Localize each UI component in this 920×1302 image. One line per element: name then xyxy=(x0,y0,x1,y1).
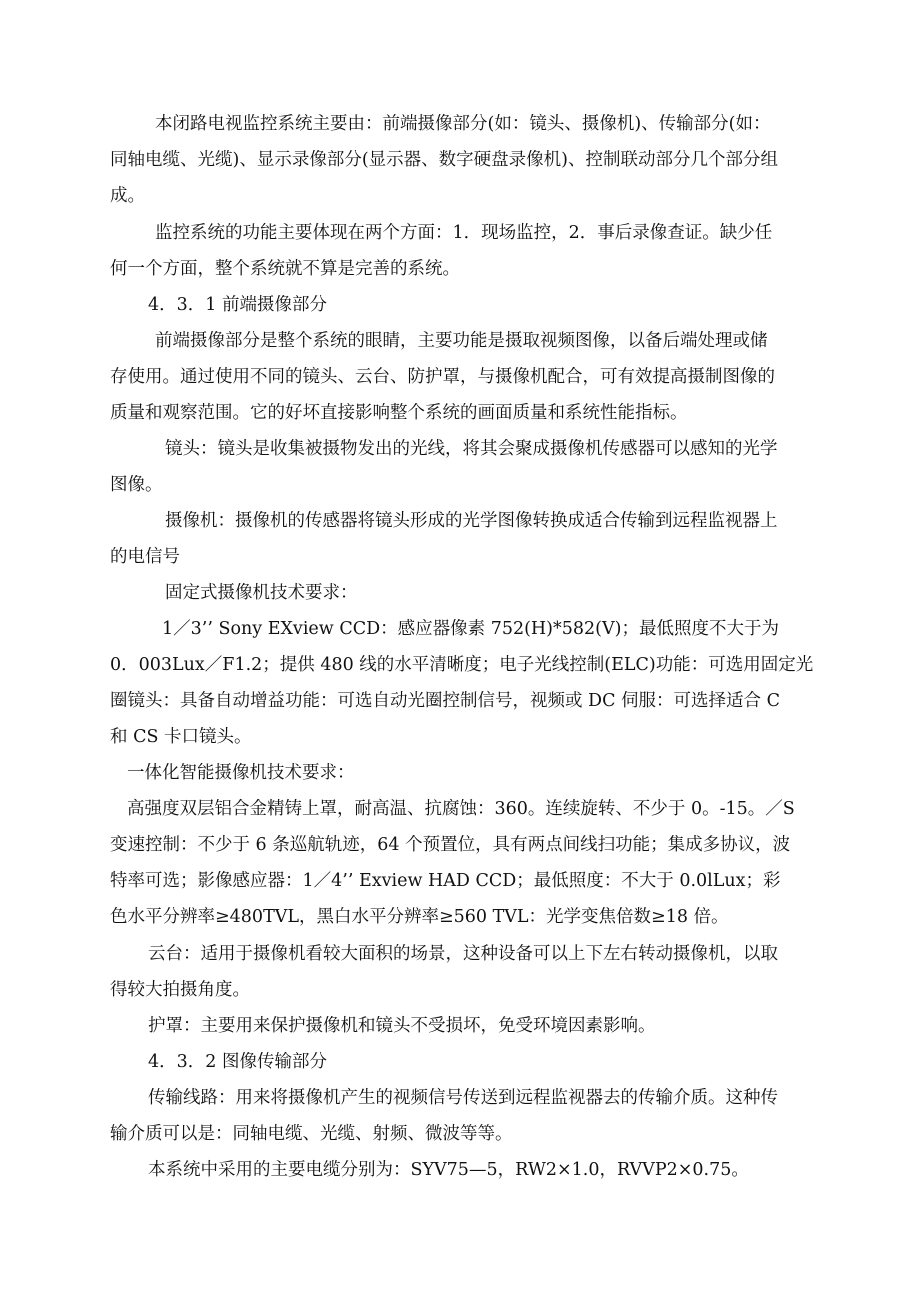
text-line: 本系统中采用的主要电缆分别为：SYV75—5，RW2×1.0，RVVP2×0.75。 xyxy=(148,1160,749,1180)
section-heading: 4．3．2 图像传输部分 xyxy=(148,1052,327,1072)
text-line: 特率可选；影像感应器：1／4’’ Exview HAD CCD；最低照度：不大于 0.0lLux；彩 xyxy=(110,871,781,891)
text-line: 护罩：主要用来保护摄像机和镜头不受损坏，免受环境因素影响。 xyxy=(148,1016,656,1036)
text-line: 摄像机：摄像机的传感器将镜头形成的光学图像转换成适合传输到远程监视器上 xyxy=(165,511,778,531)
text-line: 和 CS 卡口镜头。 xyxy=(110,727,252,747)
text-line: 同轴电缆、光缆)、显示录像部分(显示器、数字硬盘录像机)、控制联动部分几个部分组 xyxy=(110,150,778,170)
text-line: 1／3’’ Sony EXview CCD：感应器像素 752(H)*582(V)；最低照度不大于为 xyxy=(162,619,779,639)
text-line: 何一个方面，整个系统就不算是完善的系统。 xyxy=(110,259,460,279)
text-line: 0．003Lux／F1.2；提供 480 线的水平清晰度；电子光线控制(ELC)功能：可选用固定光 xyxy=(110,655,814,675)
text-line: 得较大拍摄角度。 xyxy=(110,980,250,1000)
text-line: 本闭路电视监控系统主要由：前端摄像部分(如：镜头、摄像机)、传输部分(如： xyxy=(155,114,771,134)
text-line: 高强度双层铝合金精铸上罩，耐高温、抗腐蚀：360。连续旋转、不少于 0。-15。／S xyxy=(127,799,795,819)
text-line: 传输线路：用来将摄像机产生的视频信号传送到远程监视器去的传输介质。这种传 xyxy=(148,1088,778,1108)
text-line: 存使用。通过使用不同的镜头、云台、防护罩，与摄像机配合，可有效提高摄制图像的 xyxy=(110,367,775,387)
text-line: 云台：适用于摄像机看较大面积的场景，这种设备可以上下左右转动摄像机，以取 xyxy=(148,944,778,964)
text-line: 监控系统的功能主要体现在两个方面：1．现场监控，2．事后录像查证。缺少任 xyxy=(155,223,773,243)
text-line: 圈镜头：具备自动增益功能：可选自动光圈控制信号，视频或 DC 伺服：可选择适合 C xyxy=(110,691,780,711)
text-line: 的电信号 xyxy=(110,547,180,567)
text-line: 成。 xyxy=(110,186,145,206)
text-line: 前端摄像部分是整个系统的眼睛，主要功能是摄取视频图像，以备后端处理或储 xyxy=(155,331,768,351)
text-line: 镜头：镜头是收集被摄物发出的光线，将其会聚成摄像机传感器可以感知的光学 xyxy=(165,439,778,459)
text-line: 质量和观察范围。它的好坏直接影响整个系统的画面质量和系统性能指标。 xyxy=(110,403,688,423)
text-line: 固定式摄像机技术要求： xyxy=(165,583,358,603)
section-heading: 4．3．1 前端摄像部分 xyxy=(148,295,327,315)
text-line: 输介质可以是：同轴电缆、光缆、射频、微波等等。 xyxy=(110,1124,513,1144)
text-line: 一体化智能摄像机技术要求： xyxy=(127,763,355,783)
text-line: 色水平分辨率≥480TVL，黑白水平分辨率≥560 TVL：光学变焦倍数≥18 倍。 xyxy=(110,907,729,927)
text-line: 图像。 xyxy=(110,475,163,495)
text-line: 变速控制：不少于 6 条巡航轨迹，64 个预置位，具有两点间线扫功能；集成多协议，波 xyxy=(110,835,791,855)
